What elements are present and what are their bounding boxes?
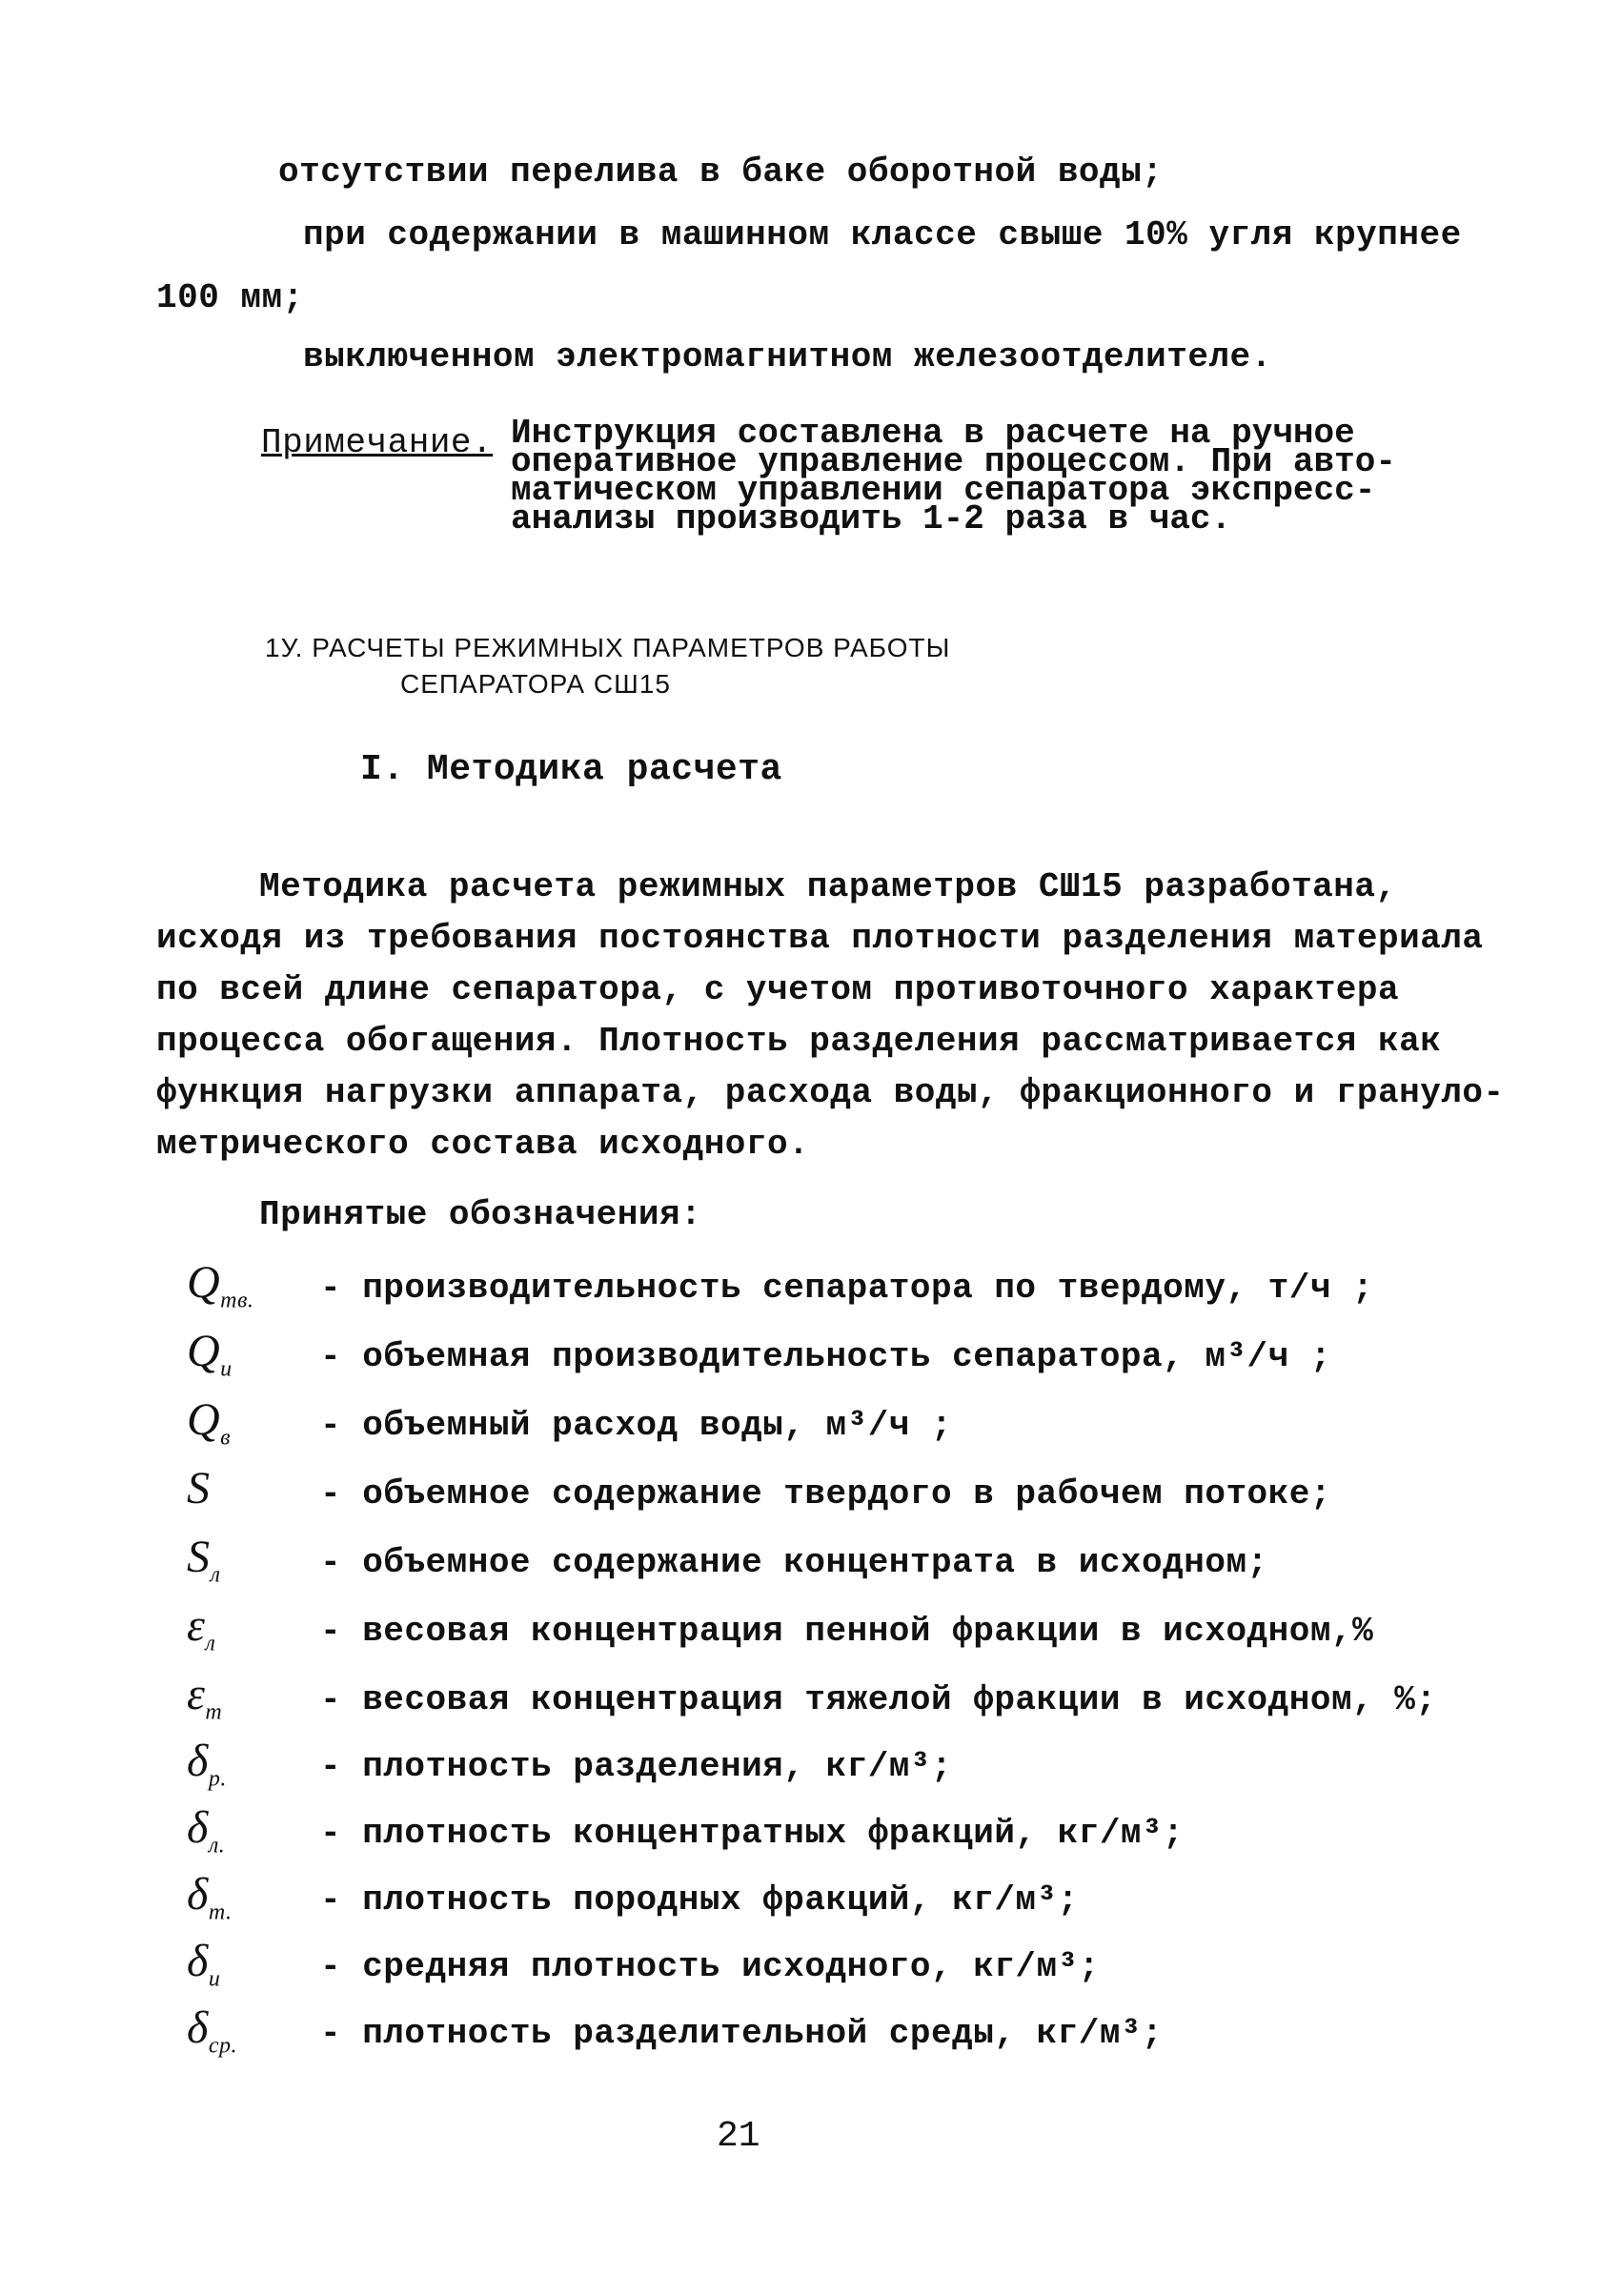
list-item: 100 мм; — [156, 278, 304, 317]
definition-item — [187, 1462, 1331, 1520]
body-line: исходя из требования постоянства плотности разделения материала — [156, 919, 1484, 958]
body-line: по всей длине сепаратора, с учетом противоточного характера — [156, 970, 1400, 1009]
symbol: $S_л$ — [187, 1532, 221, 1588]
symbol: $\delta_и$ — [187, 1936, 221, 1992]
definition-item — [187, 1868, 1079, 1926]
symbol: $Q_и$ — [187, 1326, 233, 1382]
note-line: Инструкция составлена в расчете на ручное — [511, 414, 1355, 453]
note-label: Примечание. — [261, 423, 494, 462]
section-title: 1У. РАСЧЕТЫ РЕЖИМНЫХ ПАРАМЕТРОВ РАБОТЫ — [265, 633, 951, 662]
body-line: функция нагрузки аппарата, расхода воды, фракционного и грануло- — [156, 1073, 1505, 1112]
list-item: выключенном электромагнитном железоотделителе. — [303, 337, 1272, 376]
definition-text: - плотность разделения, кг/м³; — [320, 1747, 953, 1786]
definition-text: - производительность сепаратора по твердому, т/ч ; — [320, 1269, 1374, 1308]
note-line: матическом управлении сепаратора экспресс- — [511, 471, 1376, 510]
section-title-continued: СЕПАРАТОРА СШ15 — [400, 669, 671, 699]
definition-text: - объемный расход воды, м³/ч ; — [320, 1406, 953, 1445]
list-item: отсутствии перелива в баке оборотной воды; — [278, 152, 1164, 192]
definition-text: - весовая концентрация тяжелой фракции в исходном, %; — [320, 1680, 1437, 1719]
definition-text: - плотность породных фракций, кг/м³; — [320, 1880, 1079, 1920]
definition-text: - плотность концентратных фракций, кг/м³; — [320, 1814, 1185, 1853]
symbol: $Q_{тв.}$ — [187, 1257, 254, 1313]
body-line: Методика расчета режимных параметров СШ15 разработана, — [259, 867, 1397, 906]
definition-item — [187, 1801, 1184, 1859]
symbol: $\delta_{ср.}$ — [187, 2002, 237, 2059]
definition-item — [187, 1256, 1373, 1314]
definition-item — [187, 1393, 952, 1452]
symbol: $\delta_{л.}$ — [187, 1802, 226, 1859]
body-line: метрического состава исходного. — [156, 1125, 810, 1164]
definition-item — [187, 1668, 1437, 1726]
definition-text: - весовая концентрация пенной фракции в исходном,% — [320, 1612, 1374, 1651]
definition-text: - объемная производительность сепаратора, м³/ч ; — [320, 1337, 1331, 1376]
symbol: $\varepsilon_т$ — [187, 1669, 223, 1725]
symbol: $\delta_{р.}$ — [187, 1736, 227, 1792]
definition-item — [187, 1735, 952, 1793]
note-text — [511, 414, 1396, 538]
definition-item — [187, 1325, 1331, 1383]
definition-text: - объемное содержание твердого в рабочем потоке; — [320, 1474, 1331, 1514]
list-item: при содержании в машинном классе свыше 10% угля крупнее — [303, 215, 1462, 254]
note-line: оперативное управление процессом. При авто- — [511, 442, 1396, 481]
definition-text: - средняя плотность исходного, кг/м³; — [320, 1947, 1100, 1986]
symbol: $\delta_{т.}$ — [187, 1869, 233, 1925]
definition-item — [187, 1531, 1268, 1589]
definition-text: - объемное содержание концентрата в исходном; — [320, 1543, 1268, 1582]
definition-item — [187, 2001, 1163, 2060]
symbol: S — [187, 1463, 211, 1514]
page-number: 21 — [717, 2116, 760, 2157]
definition-text: - плотность разделительной среды, кг/м³; — [320, 2014, 1164, 2053]
symbol: $\varepsilon_л$ — [187, 1600, 216, 1656]
symbol: $Q_в$ — [187, 1394, 232, 1451]
definition-item — [187, 1935, 1100, 1993]
subsection-title: I. Методика расчета — [360, 749, 782, 790]
note-line: анализы производить 1-2 раза в час. — [511, 499, 1232, 538]
notation-intro: Принятые обозначения: — [259, 1195, 702, 1234]
body-line: процесса обогащения. Плотность разделения рассматривается как — [156, 1022, 1442, 1061]
definition-item — [187, 1599, 1373, 1657]
